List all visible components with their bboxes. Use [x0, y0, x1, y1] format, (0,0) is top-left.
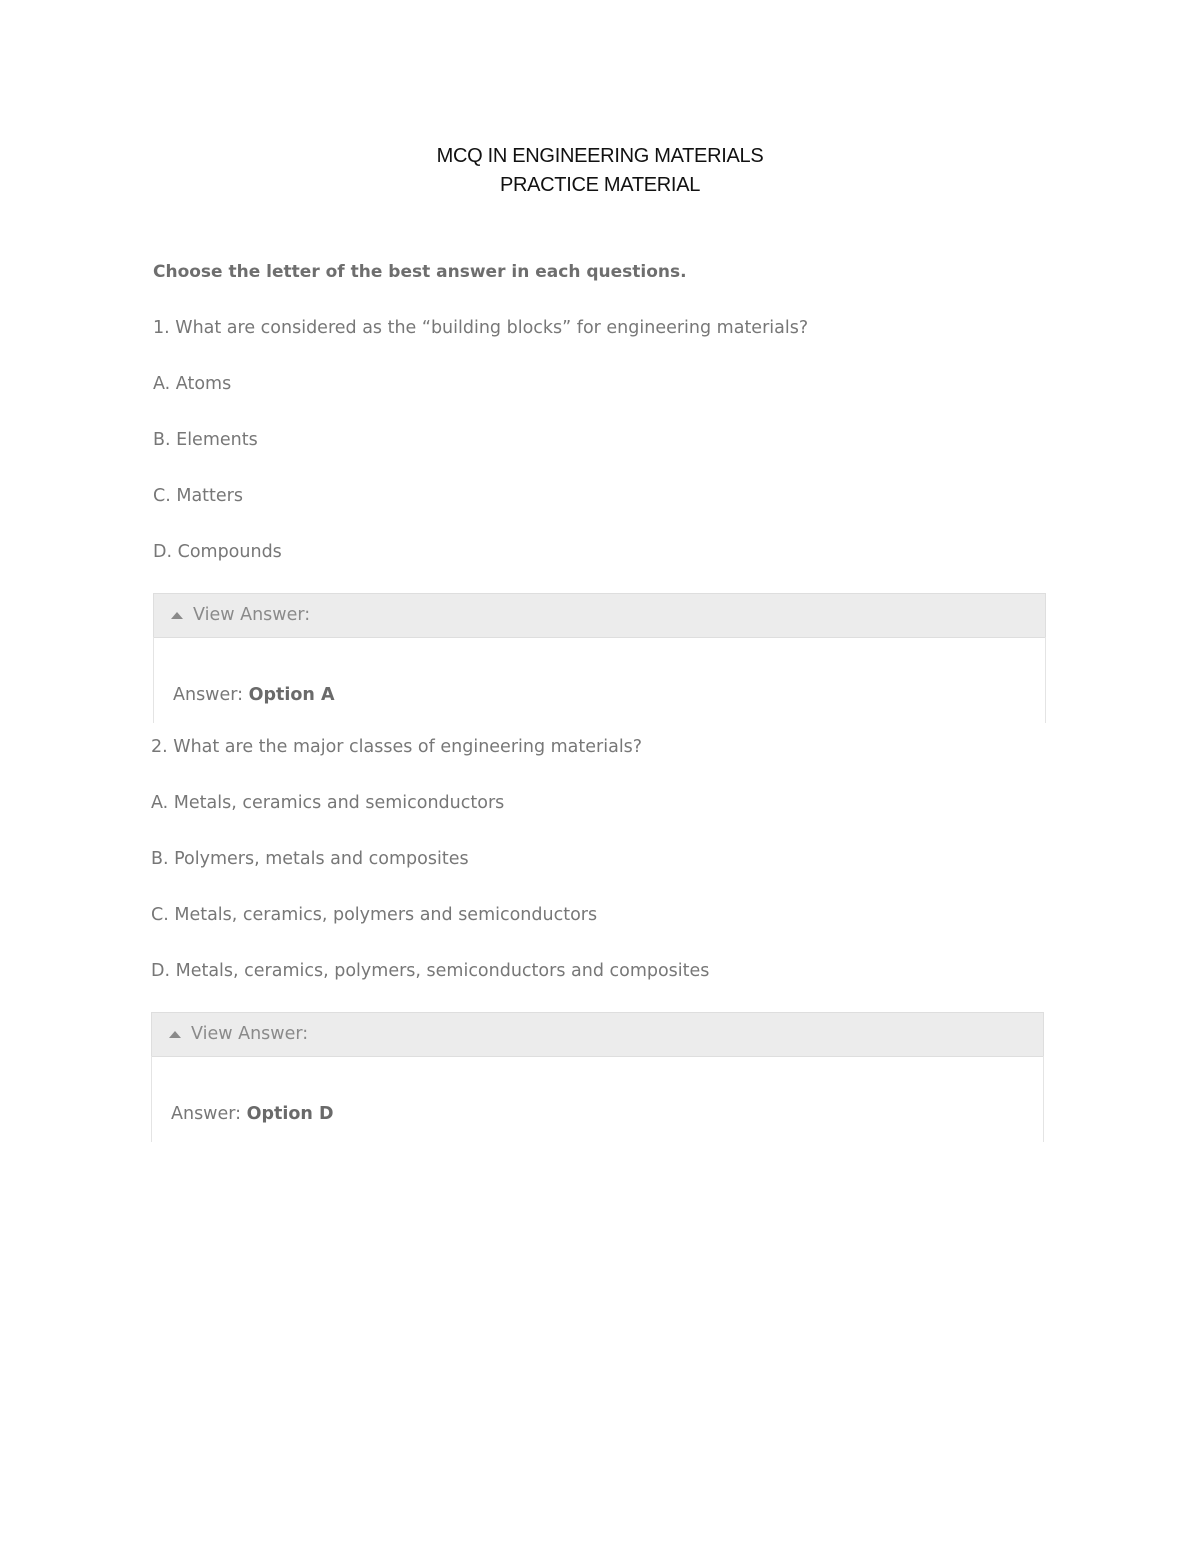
option-d: D. Metals, ceramics, polymers, semiconductors and composites [151, 961, 710, 981]
answer-box [153, 593, 1046, 723]
answer-line [171, 1102, 334, 1126]
option-d: D. Compounds [153, 542, 282, 562]
answer-line [173, 683, 335, 707]
answer-body [153, 637, 1046, 723]
answer-box [151, 1012, 1044, 1142]
instruction-text: Choose the letter of the best answer in each questions. [153, 262, 687, 282]
caret-up-icon [169, 1031, 181, 1038]
answer-body [151, 1056, 1044, 1142]
answer-prefix: Answer: [171, 1104, 242, 1124]
option-b: B. Elements [153, 430, 258, 450]
answer-value: Option A [248, 685, 335, 705]
answer-prefix: Answer: [173, 685, 244, 705]
page-title [0, 142, 1200, 200]
view-answer-label: View Answer: [193, 605, 311, 625]
view-answer-label: View Answer: [191, 1024, 309, 1044]
question-text: 2. What are the major classes of engineering materials? [151, 737, 643, 757]
option-a: A. Metals, ceramics and semiconductors [151, 793, 505, 813]
question-text: 1. What are considered as the “building blocks” for engineering materials? [153, 318, 809, 338]
title-line-2: PRACTICE MATERIAL [499, 174, 701, 196]
view-answer-toggle[interactable] [153, 593, 1046, 638]
option-a: A. Atoms [153, 374, 232, 394]
caret-up-icon [171, 612, 183, 619]
title-line-1: MCQ IN ENGINEERING MATERIALS [436, 145, 764, 167]
option-c: C. Matters [153, 486, 243, 506]
option-c: C. Metals, ceramics, polymers and semiconductors [151, 905, 598, 925]
answer-value: Option D [246, 1104, 334, 1124]
option-b: B. Polymers, metals and composites [151, 849, 469, 869]
view-answer-toggle[interactable] [151, 1012, 1044, 1057]
